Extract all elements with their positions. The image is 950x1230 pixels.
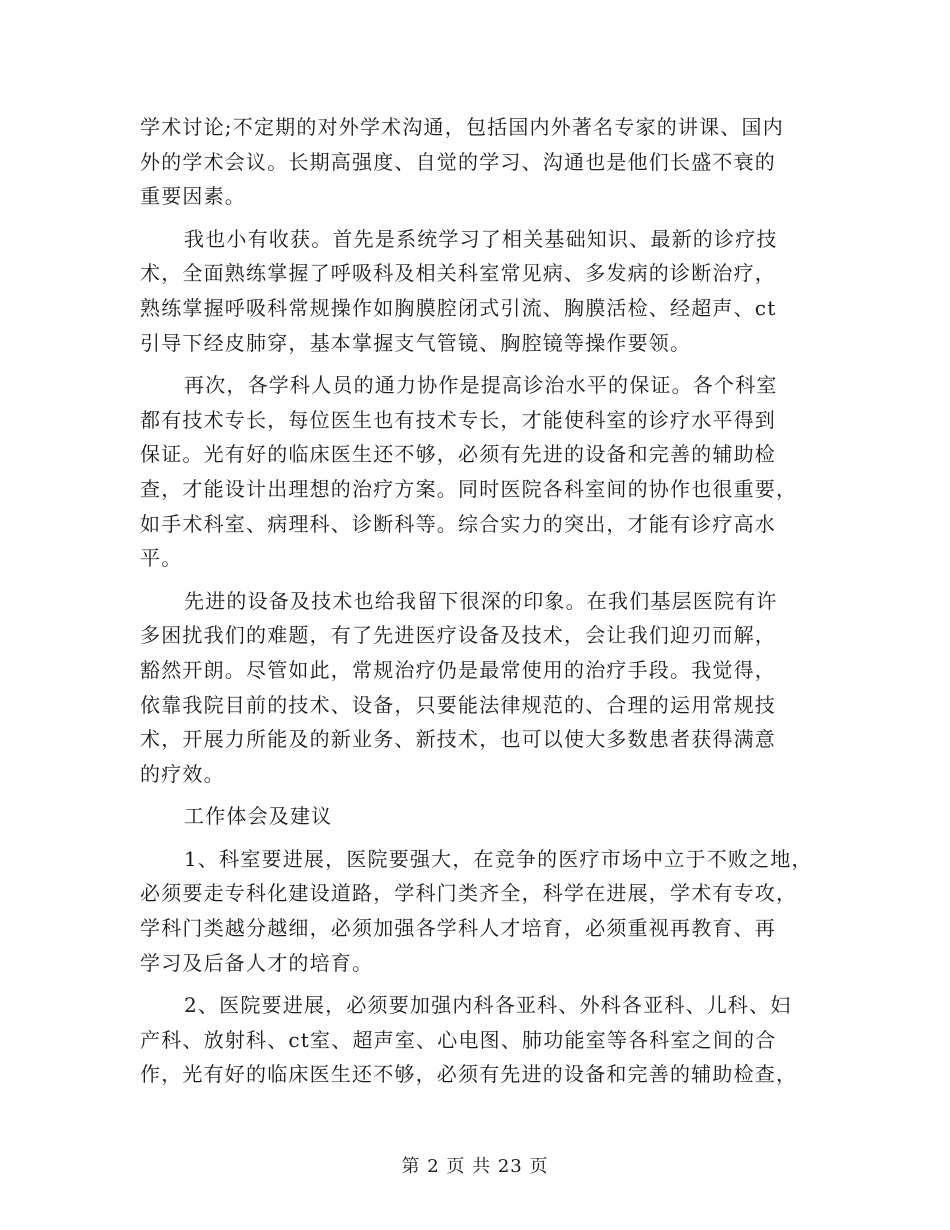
section-title: 工作体会及建议: [184, 804, 333, 829]
text-line: 依靠我院目前的技术、设备，只要能法律规范的、合理的运用常规技: [140, 692, 776, 717]
paragraph-cooperation: [140, 368, 825, 576]
text-line: 学科门类越分越细，必须加强各学科人才培育，必须重视再教育、再: [140, 916, 776, 941]
text-line: 1、科室要进展，医院要强大，在竞争的医疗市场中立于不败之地，: [184, 846, 813, 871]
document-body: [140, 110, 825, 1092]
text-line: 如手术科室、病理科、诊断科等。综合实力的突出，才能有诊疗高水: [140, 511, 776, 536]
text-line: 学术讨论;不定期的对外学术沟通，包括国内外著名专家的讲课、国内: [140, 115, 784, 139]
text-line: 我也小有收获。首先是系统学习了相关基础知识、最新的诊疗技: [184, 226, 778, 251]
paragraph-suggestion-1: [140, 842, 825, 980]
text-line: 熟练掌握呼吸科常规操作如胸膜腔闭式引流、胸膜活检、经超声、ct: [140, 295, 777, 320]
text-line: 2、医院要进展，必须要加强内科各亚科、外科各亚科、儿科、妇: [184, 993, 792, 1018]
section-heading: [140, 799, 825, 834]
text-line: 先进的设备及技术也给我留下很深的印象。在我们基层医院有许: [184, 588, 778, 613]
paragraph-academic-exchange: [140, 110, 825, 214]
text-line: 引导下经皮肺穿，基本掌握支气管镜、胸腔镜等操作要领。: [140, 330, 692, 355]
paragraph-gains: [140, 222, 825, 360]
text-line: 多困扰我们的难题，有了先进医疗设备及技术，会让我们迎刃而解，: [140, 623, 776, 648]
text-line: 保证。光有好的临床医生还不够，必须有先进的设备和完善的辅助检: [140, 442, 776, 467]
text-line: 都有技术专长，每位医生也有技术专长，才能使科室的诊疗水平得到: [140, 407, 776, 432]
text-line: 术，开展力所能及的新业务、新技术，也可以使大多数患者获得满意: [140, 727, 776, 752]
text-line: 再次，各学科人员的通力协作是提高诊治水平的保证。各个科室: [184, 373, 778, 398]
text-line: 豁然开朗。尽管如此，常规治疗仍是最常使用的治疗手段。我觉得，: [140, 657, 776, 682]
text-line: 平。: [140, 546, 183, 571]
text-line: 的疗效。: [140, 761, 225, 786]
paragraph-equipment: [140, 584, 825, 792]
text-line: 查，才能设计出理想的治疗方案。同时医院各科室间的协作也很重要，: [140, 476, 798, 501]
text-line: 作，光有好的临床医生还不够，必须有先进的设备和完善的辅助检查，: [140, 1062, 798, 1087]
text-line: 学习及后备人才的培育。: [140, 950, 374, 975]
text-line: 重要因素。: [140, 184, 246, 209]
page-number: 第 2 页 共 23 页: [401, 1156, 549, 1177]
text-line: 必须要走专科化建设道路，学科门类齐全，科学在进展，学术有专攻，: [140, 881, 798, 906]
text-line: 术，全面熟练掌握了呼吸科及相关科室常见病、多发病的诊断治疗，: [140, 261, 776, 286]
text-line: 产科、放射科、ct室、超声室、心电图、肺功能室等各科室之间的合: [140, 1027, 777, 1052]
paragraph-suggestion-2: [140, 988, 825, 1092]
text-line: 外的学术会议。长期高强度、自觉的学习、沟通也是他们长盛不衰的: [140, 149, 776, 174]
